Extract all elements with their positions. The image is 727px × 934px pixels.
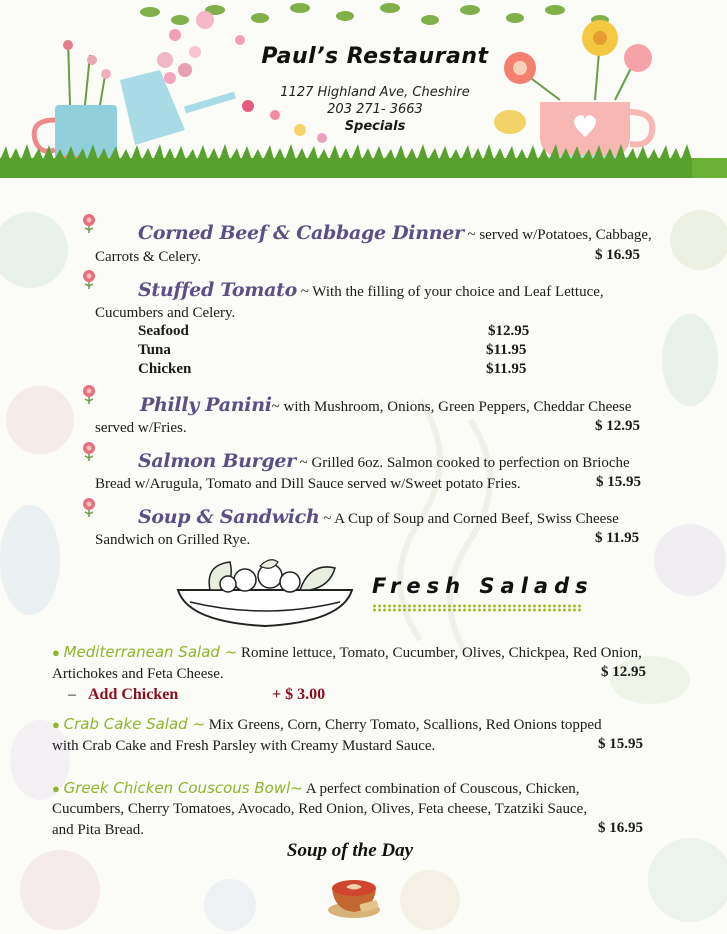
dish-name: Philly Panini	[140, 394, 272, 416]
flower-bullet-icon	[78, 383, 100, 405]
option-name: Seafood	[138, 323, 189, 339]
dish-description: ~ Grilled 6oz. Salmon cooked to perfection on Brioche	[299, 455, 630, 471]
dish-price: $ 15.95	[596, 474, 641, 490]
dish-description: ~ with Mushroom, Onions, Green Peppers, Cheddar Cheese	[271, 399, 632, 415]
dish-description: Cucumbers and Celery.	[95, 305, 236, 321]
soup-bowl-icon	[326, 866, 382, 920]
flower-bullet-icon	[78, 496, 100, 518]
option-price: $12.95	[488, 323, 530, 339]
specials-heading: Specials	[344, 119, 406, 134]
restaurant-phone: 203 271- 3663	[327, 102, 423, 117]
dish-description: ~ served w/Potatoes, Cabbage,	[467, 227, 652, 243]
dish-name: Stuffed Tomato	[138, 279, 297, 301]
special-item	[138, 450, 698, 474]
restaurant-name: Paul’s Restaurant	[261, 44, 489, 69]
salad-item	[52, 777, 692, 800]
dash-bullet-icon: –	[68, 686, 76, 703]
salad-bowl-icon	[170, 552, 360, 632]
salad-description: Cucumbers, Cherry Tomatoes, Avocado, Red Onion, Olives, Feta cheese, Tzatziki Sauce,	[52, 801, 588, 817]
dot-bullet-icon: ●	[52, 717, 60, 732]
dish-price: $ 16.95	[595, 247, 640, 263]
dish-name: Salmon Burger	[138, 450, 296, 472]
salad-name: Mediterranean Salad ~	[63, 643, 238, 661]
dish-description: Bread w/Arugula, Tomato and Dill Sauce served w/Sweet potato Fries.	[95, 476, 521, 492]
flower-bullet-icon	[78, 268, 100, 290]
special-item	[138, 279, 678, 303]
dish-description: ~ With the filling of your choice and Leaf Lettuce,	[300, 284, 604, 300]
dish-description: ~ A Cup of Soup and Corned Beef, Swiss Cheese	[323, 511, 619, 527]
special-item	[138, 506, 698, 530]
salad-description: and Pita Bread.	[52, 822, 145, 838]
dish-description: served w/Fries.	[95, 420, 187, 436]
dish-description: Carrots & Celery.	[95, 249, 202, 265]
salad-item	[52, 713, 692, 736]
flower-bullet-icon	[78, 212, 100, 234]
salad-name: Crab Cake Salad ~	[63, 715, 206, 733]
dish-name: Soup & Sandwich	[138, 506, 320, 528]
header	[0, 0, 727, 178]
dish-name: Corned Beef & Cabbage Dinner	[138, 222, 464, 244]
dot-bullet-icon: ●	[52, 781, 60, 796]
special-item	[140, 394, 700, 418]
soup-of-the-day-heading: Soup of the Day	[286, 840, 414, 861]
salads-heading: Fresh Salads	[372, 574, 594, 598]
salad-description: A perfect combination of Couscous, Chicken,	[302, 781, 580, 797]
dot-bullet-icon: ●	[52, 645, 60, 660]
special-item	[138, 222, 678, 246]
option-name: Tuna	[138, 342, 171, 358]
add-on-price: + $ 3.00	[272, 686, 326, 703]
dish-description: Sandwich on Grilled Rye.	[95, 532, 251, 548]
salad-description: with Crab Cake and Fresh Parsley with Creamy Mustard Sauce.	[52, 738, 436, 754]
salad-description: Artichokes and Feta Cheese.	[52, 666, 224, 682]
salad-price: $ 15.95	[598, 736, 643, 752]
dotted-divider	[372, 604, 582, 612]
salad-description: Mix Greens, Corn, Cherry Tomato, Scallions, Red Onions topped	[205, 717, 602, 733]
dish-price: $ 12.95	[595, 418, 640, 434]
option-price: $11.95	[486, 361, 527, 377]
option-price: $11.95	[486, 342, 527, 358]
flower-bullet-icon	[78, 440, 100, 462]
salad-price: $ 16.95	[598, 820, 643, 836]
restaurant-address: 1127 Highland Ave, Cheshire	[280, 85, 470, 100]
add-on-label: Add Chicken	[88, 686, 179, 703]
option-name: Chicken	[138, 361, 192, 377]
salad-price: $ 12.95	[601, 664, 646, 680]
salad-item	[52, 641, 692, 664]
salad-name: Greek Chicken Couscous Bowl~	[63, 779, 303, 797]
salad-description: Romine lettuce, Tomato, Cucumber, Olives, Chickpea, Red Onion,	[241, 645, 642, 661]
dish-price: $ 11.95	[595, 530, 640, 546]
